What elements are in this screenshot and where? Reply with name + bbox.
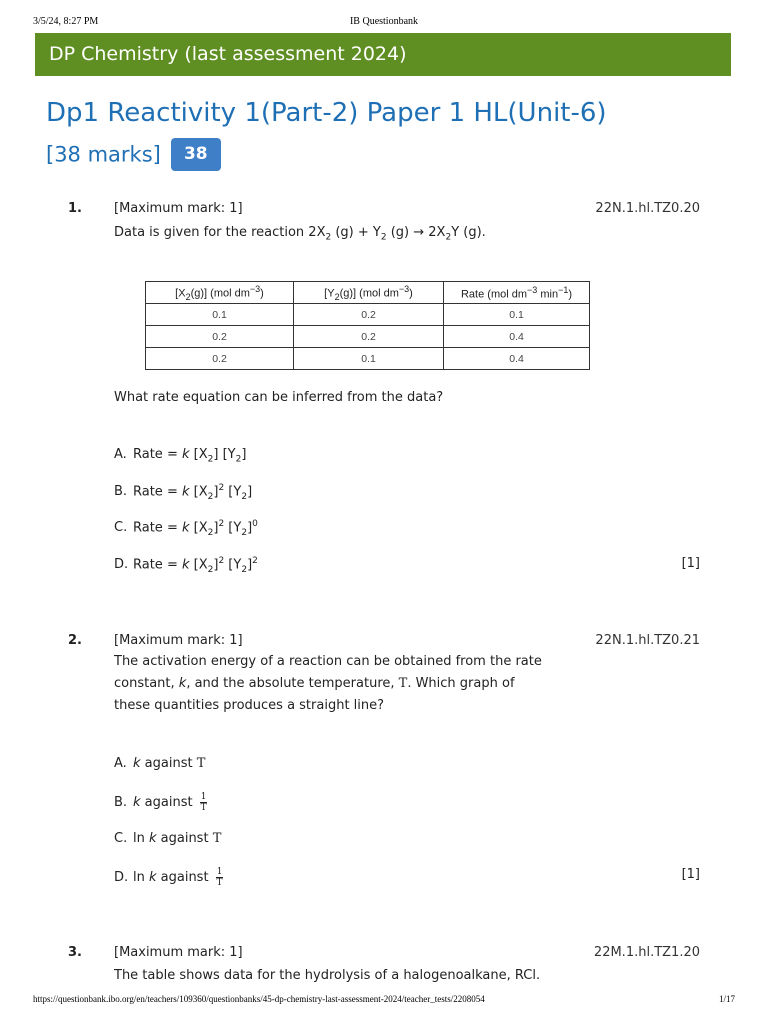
course-title: DP Chemistry (last assessment 2024)	[49, 43, 407, 65]
table-row	[146, 348, 590, 370]
option-letter: B.	[114, 484, 128, 500]
table-cell: 0.1	[444, 304, 590, 326]
table-cell: 0.2	[146, 326, 294, 348]
question-stem: The activation energy of a reaction can be obtained from the rate constant, k, and the absolute temperature, T. Which graph of these quantities produces a straight line?	[114, 654, 542, 713]
fraction-one-over-t: $\frac{1}{T}$	[200, 792, 207, 813]
course-banner	[35, 33, 731, 76]
table-header: $[Y_2(g)]$ (mol $dm^{-3}$)	[294, 282, 444, 304]
print-date: 3/5/24, 8:27 PM	[33, 16, 99, 27]
option-letter: D.	[114, 557, 129, 573]
option-letter: B.	[114, 795, 128, 810]
question-ref: 22N.1.hl.TZ0.20	[595, 201, 700, 216]
marks-text: [38 marks]	[46, 142, 161, 167]
question-number: 2.	[68, 633, 82, 648]
table-header: $[X_2(g)]$ (mol $dm^{-3}$)	[146, 282, 294, 304]
table-cell: 0.2	[294, 326, 444, 348]
option-letter: A.	[114, 756, 127, 771]
marks-line	[46, 138, 221, 172]
question-stem: Data is given for the reaction $2X_2$ $(g) + Y_2$ $(g) \to 2X_2Y$ (g).	[114, 225, 486, 243]
question-number: 3.	[68, 945, 82, 960]
print-title: IB Questionbank	[349, 16, 419, 27]
question-ref: 22N.1.hl.TZ0.21	[595, 633, 700, 648]
max-mark: [Maximum mark: 1]	[114, 201, 243, 216]
question-ref: 22M.1.hl.TZ1.20	[593, 945, 700, 960]
test-title: Dp1 Reactivity 1(Part-2) Paper 1 HL(Unit-6)	[46, 98, 607, 128]
table-cell: 0.1	[294, 348, 444, 370]
max-mark: [Maximum mark: 1]	[114, 633, 243, 648]
question-number: 1.	[68, 201, 82, 216]
table-cell: 0.1	[146, 304, 294, 326]
question-mark: [1]	[681, 556, 700, 571]
option-letter: A.	[114, 447, 127, 462]
question-mark: [1]	[681, 867, 700, 882]
table-cell: 0.4	[444, 348, 590, 370]
table-cell: 0.2	[146, 348, 294, 370]
page-number: 1/17	[718, 994, 735, 1004]
table-header: Rate (mol $dm^{-3}$ $\min^{-1}$)	[444, 282, 590, 304]
table-cell: 0.4	[444, 326, 590, 348]
question-stem: The table shows data for the hydrolysis of a halogenoalkane, RCl.	[114, 968, 541, 983]
rate-data-table	[145, 281, 590, 370]
table-row	[146, 304, 590, 326]
fraction-one-over-t: $\frac{1}{T}$	[216, 867, 223, 888]
table-row	[146, 326, 590, 348]
table-cell: 0.2	[294, 304, 444, 326]
option-letter: C.	[114, 831, 128, 846]
max-mark: [Maximum mark: 1]	[114, 945, 243, 960]
print-header	[0, 16, 768, 30]
print-footer	[0, 994, 768, 1008]
option-letter: C.	[114, 520, 128, 536]
marks-badge: 38	[171, 138, 221, 171]
question-text: What rate equation can be inferred from the data?	[114, 390, 444, 405]
page-url: https://questionbank.ibo.org/en/teachers/109360/questionbanks/45-dp-chemistry-last-assessment-2024/teacher_tests/2208054	[33, 994, 485, 1004]
option-letter: D.	[114, 870, 129, 885]
